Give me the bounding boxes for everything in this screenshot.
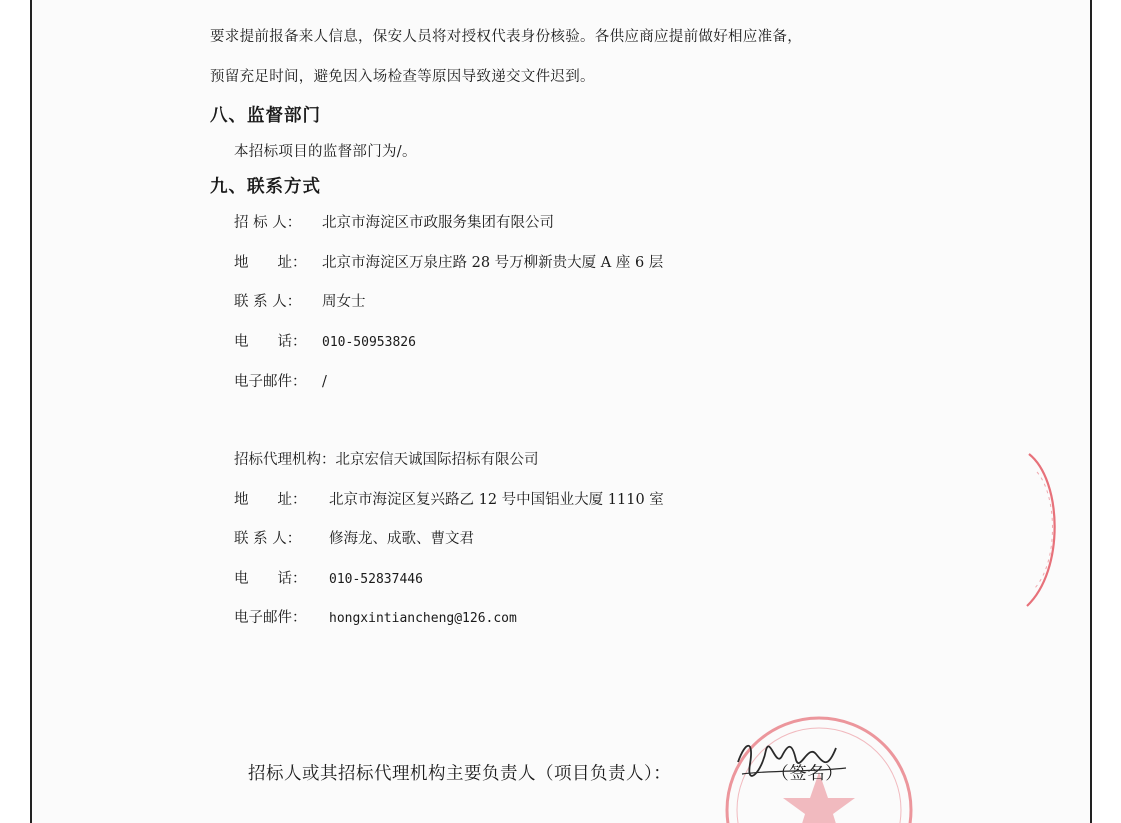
- agent-email-row: [234, 606, 517, 627]
- agent-phone-label: 电 话：: [234, 571, 307, 587]
- tenderer-phone-value: 010-50953826: [322, 335, 416, 350]
- agent-name-row: [234, 448, 539, 469]
- tenderer-name-row: [234, 211, 554, 232]
- seal-stamp-edge: [1017, 450, 1077, 610]
- signature-line: [248, 760, 843, 785]
- tenderer-contact-value: 周女士: [322, 294, 366, 310]
- agent-contact-value: 修海龙、成歌、曹文君: [329, 531, 474, 547]
- document-page: [30, 0, 1092, 823]
- agent-phone-value: 010-52837446: [329, 572, 423, 587]
- section-8-text: 本招标项目的监督部门为/。: [234, 144, 417, 160]
- signature-suffix: （签名）: [771, 764, 844, 784]
- tenderer-contact-row: [234, 290, 366, 311]
- signature-prefix: 招标人或其招标代理机构主要负责人（项目负责人）：: [248, 764, 672, 784]
- agent-address-label: 地 址：: [234, 492, 307, 508]
- paragraph-line-1: 要求提前报备来人信息，保安人员将对授权代表身份核验。各供应商应提前做好相应准备，: [210, 29, 802, 45]
- agent-email-value: hongxintiancheng@126.com: [329, 611, 517, 626]
- tenderer-address-value: 北京市海淀区万泉庄路 28 号万柳新贵大厦 A 座 6 层: [322, 255, 664, 271]
- tenderer-name-value: 北京市海淀区市政服务集团有限公司: [322, 215, 554, 231]
- agent-phone-row: [234, 567, 423, 588]
- agent-address-row: [234, 488, 664, 509]
- tenderer-address-label: 地 址：: [234, 255, 307, 271]
- agent-contact-row: [234, 527, 474, 548]
- agent-email-label: 电子邮件：: [234, 610, 307, 626]
- tenderer-address-row: [234, 251, 663, 272]
- agent-name-value: 北京宏信天诚国际招标有限公司: [335, 452, 539, 468]
- paragraph-line-2: 预留充足时间，避免因入场检查等原因导致递交文件迟到。: [210, 69, 595, 85]
- agent-contact-label: 联 系 人：: [234, 531, 302, 547]
- tenderer-email-label: 电子邮件：: [234, 374, 307, 390]
- tenderer-name-label: 招 标 人：: [234, 215, 302, 231]
- tenderer-phone-label: 电 话：: [234, 334, 307, 350]
- tenderer-email-row: [234, 370, 327, 391]
- tenderer-phone-row: [234, 330, 416, 351]
- section-9-heading: 九、联系方式: [210, 177, 321, 197]
- agent-address-value: 北京市海淀区复兴路乙 12 号中国铝业大厦 1110 室: [329, 492, 664, 508]
- tenderer-contact-label: 联 系 人：: [234, 294, 302, 310]
- tenderer-email-value: /: [322, 374, 327, 390]
- section-8-heading: 八、监督部门: [210, 106, 321, 126]
- agent-name-label: 招标代理机构：: [234, 452, 336, 468]
